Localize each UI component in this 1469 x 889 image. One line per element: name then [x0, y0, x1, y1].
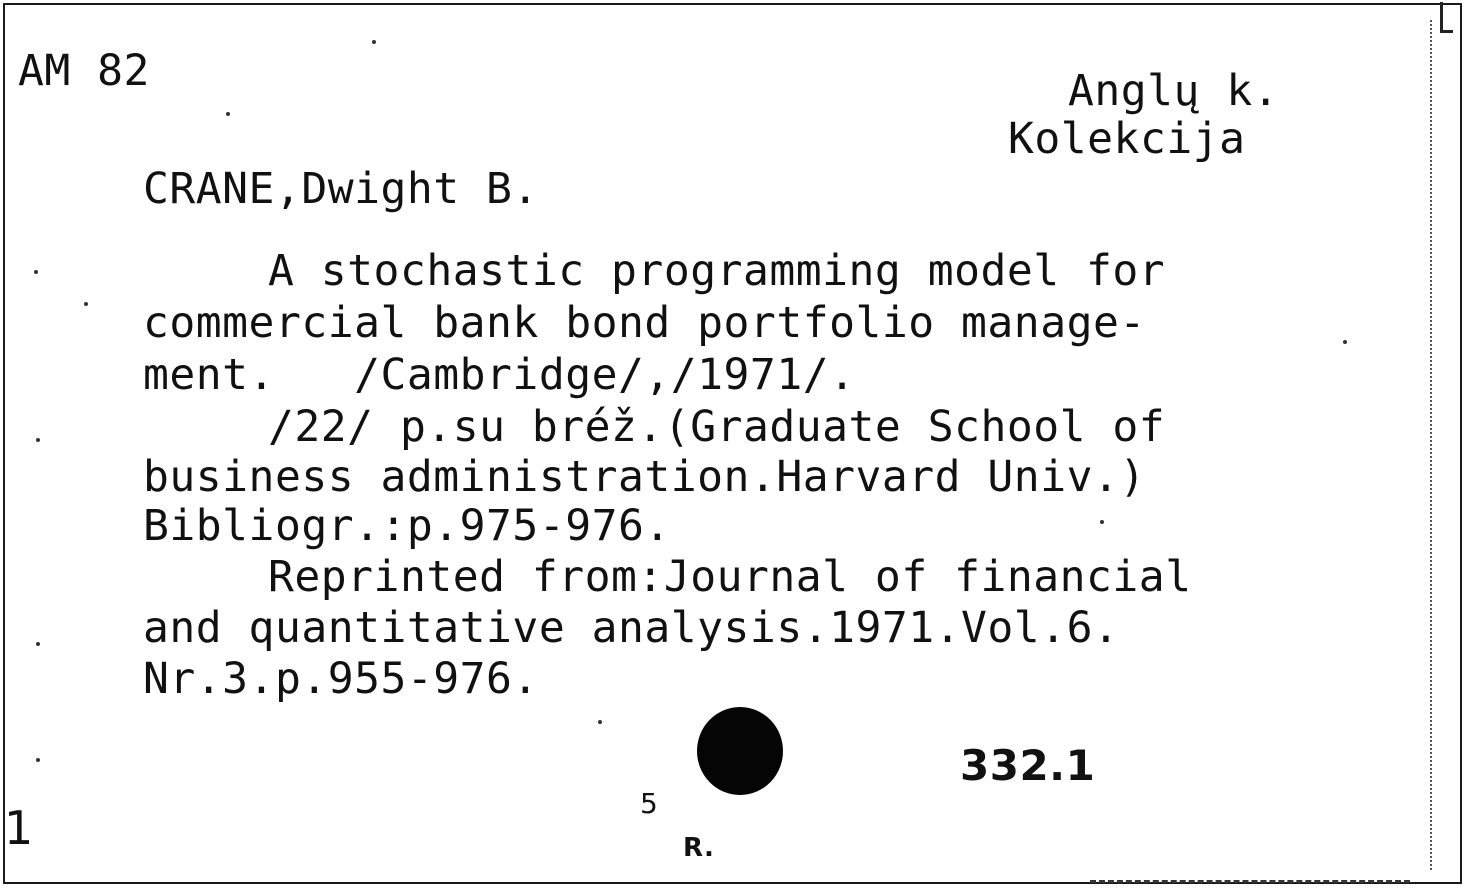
reprint-note-1: Reprinted from:Journal of financial [268, 552, 1192, 602]
collection-label: Kolekcija [1008, 114, 1246, 164]
speck [36, 758, 40, 762]
speck [372, 40, 376, 44]
title-line-3: ment. /Cambridge/,/1971/. [143, 350, 856, 400]
pagination-line: /22/ p.su bréž.(Graduate School of [268, 402, 1166, 452]
author-heading: CRANE,Dwight B. [143, 164, 539, 214]
title-line-2: commercial bank bond portfolio manage- [143, 298, 1146, 348]
speck [36, 642, 40, 646]
title-line-1: A stochastic programming model for [268, 246, 1166, 296]
margin-mark-1: 1 [4, 801, 34, 855]
speck [598, 720, 602, 724]
mark-r: R. [683, 833, 715, 863]
bottom-edge-dashes [1090, 880, 1410, 883]
bibliography-note: Bibliogr.:p.975-976. [143, 501, 671, 551]
corner-mark [1440, 2, 1453, 33]
speck [84, 302, 88, 306]
reprint-note-2: and quantitative analysis.1971.Vol.6. [143, 603, 1120, 653]
reprint-note-3: Nr.3.p.955-976. [143, 654, 539, 704]
series-line: business administration.Harvard Univ.) [143, 452, 1146, 502]
speck [34, 270, 38, 274]
mark-5: 5 [640, 787, 659, 820]
speck [36, 438, 40, 442]
speck [1100, 520, 1104, 524]
speck [226, 112, 230, 116]
call-number: AM 82 [18, 46, 150, 96]
punch-hole [697, 707, 783, 795]
classification-number: 332.1 [960, 741, 1096, 790]
speck [1343, 340, 1347, 344]
card-edge-perforation [1430, 20, 1440, 870]
collection-language: Anglų k. [1068, 66, 1280, 116]
